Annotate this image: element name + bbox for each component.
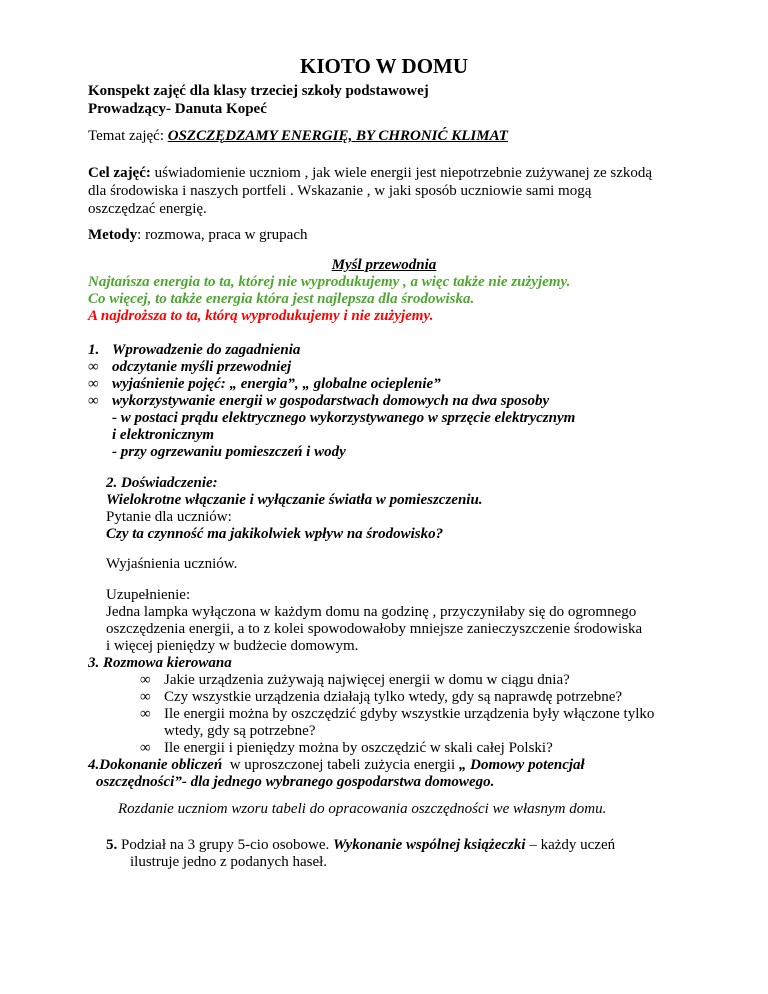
- goal-label: Cel zajęć:: [88, 165, 151, 181]
- section4-line-2: [96, 773, 494, 791]
- section2-supplement-label: Uzupełnienie:: [106, 587, 191, 603]
- topic-label: Temat zajęć:: [88, 128, 168, 144]
- section4-title-part-3: - dla jednego wybranego gospodarstwa domowego.: [181, 774, 495, 790]
- infinity-bullet-icon: ∞: [88, 393, 99, 409]
- section1-item-2: odczytanie myśli przewodniej: [112, 359, 292, 375]
- section3-question-3a: Ile energii można by oszczędzić gdyby wszystkie urządzenia były włączone tylko: [164, 706, 655, 722]
- section2-question-label: Pytanie dla uczniów:: [106, 509, 232, 525]
- section2-supplement-line-3: i więcej pieniędzy w budżecie domowym.: [106, 638, 359, 654]
- section1-sub-3: - przy ogrzewaniu pomieszczeń i wody: [112, 444, 346, 460]
- infinity-bullet-icon: ∞: [140, 672, 151, 688]
- section2-heading: 2. Doświadczenie:: [106, 475, 218, 491]
- section5-line-1: [106, 836, 615, 854]
- section2-question: Czy ta czynność ma jakikolwiek wpływ na środowisko?: [106, 526, 444, 542]
- section4-heading: 4.Dokonanie obliczeń: [88, 757, 223, 773]
- section5-text-2: – każdy uczeń: [525, 837, 616, 853]
- section5-number: 5.: [106, 837, 118, 853]
- goal-text-1: uświadomienie uczniom , jak wiele energii jest niepotrzebnie zużywanej ze szkodą: [150, 165, 653, 181]
- motto-heading: Myśl przewodnia: [331, 257, 437, 273]
- section3-heading: 3. Rozmowa kierowana: [88, 655, 232, 671]
- subtitle-line-1: Konspekt zajęć dla klasy trzeciej szkoły podstawowej: [88, 83, 429, 99]
- infinity-bullet-icon: ∞: [140, 706, 151, 722]
- goal-line-1: [88, 164, 652, 182]
- infinity-bullet-icon: ∞: [140, 689, 151, 705]
- methods-label: Metody: [88, 227, 138, 243]
- page-title: KIOTO W DOMU: [299, 54, 469, 78]
- section5-text-1: Podział na 3 grupy 5-cio osobowe.: [117, 837, 334, 853]
- motto-line-3: A najdroższa to ta, którą wyprodukujemy i nie zużyjemy.: [88, 308, 434, 324]
- section4-note: Rozdanie uczniom wzoru tabeli do opracowania oszczędności we własnym domu.: [118, 801, 607, 817]
- section2-supplement-line-1: Jedna lampka wyłączona w każdym domu na godzinę , przyczyniłaby się do ogromnego: [106, 604, 637, 620]
- section1-number: 1.: [88, 342, 100, 358]
- section4-title-part-1: „ Domowy potencjał: [458, 757, 585, 773]
- goal-line-2: dla środowiska i naszych portfeli . Wskazanie , w jaki sposób uczniowie sami mogą: [88, 183, 592, 199]
- methods-value: : rozmowa, praca w grupach: [137, 227, 308, 243]
- section4-title-part-2: oszczędności”: [96, 774, 182, 790]
- section4-text: w uproszczonej tabeli zużycia energii: [222, 757, 459, 773]
- topic-line: [88, 127, 508, 145]
- section1-item-1: Wprowadzenie do zagadnienia: [112, 342, 301, 358]
- methods-line: [88, 226, 308, 244]
- goal-line-3: oszczędzać energię.: [88, 201, 207, 217]
- subtitle-line-2: Prowadzący- Danuta Kopeć: [88, 101, 267, 117]
- motto-line-1: Najtańsza energia to ta, której nie wyprodukujemy , a więc także nie zużyjemy.: [88, 274, 571, 290]
- section2-supplement-line-2: oszczędzenia energii, a to z kolei spowodowałoby mniejsze zanieczyszczenie środowiska: [106, 621, 643, 637]
- section2-experiment: Wielokrotne włączanie i wyłączanie światła w pomieszczeniu.: [106, 492, 483, 508]
- section1-sub-2: i elektronicznym: [112, 427, 215, 443]
- section1-item-3: wyjaśnienie pojęć: „ energia”, „ globalne ocieplenie”: [112, 376, 441, 392]
- section3-question-2: Czy wszystkie urządzenia działają tylko wtedy, gdy są naprawdę potrzebne?: [164, 689, 623, 705]
- infinity-bullet-icon: ∞: [88, 359, 99, 375]
- motto-line-2: Co więcej, to także energia która jest najlepsza dla środowiska.: [88, 291, 475, 307]
- section3-question-4: Ile energii i pieniędzy można by oszczędzić w skali całej Polski?: [164, 740, 553, 756]
- section5-line-2: ilustruje jedno z podanych haseł.: [130, 854, 328, 870]
- infinity-bullet-icon: ∞: [140, 740, 151, 756]
- section2-explanations: Wyjaśnienia uczniów.: [106, 556, 238, 572]
- infinity-bullet-icon: ∞: [88, 376, 99, 392]
- section3-question-1: Jakie urządzenia zużywają najwięcej energii w domu w ciągu dnia?: [164, 672, 570, 688]
- section1-sub-1: - w postaci prądu elektrycznego wykorzystywanego w sprzęcie elektrycznym: [112, 410, 576, 426]
- section4-line-1: [88, 756, 585, 774]
- section1-item-4: wykorzystywanie energii w gospodarstwach domowych na dwa sposoby: [112, 393, 550, 409]
- topic-value: OSZCZĘDZAMY ENERGIĘ, BY CHRONIĆ KLIMAT: [167, 128, 508, 144]
- section3-question-3b: wtedy, gdy są potrzebne?: [164, 723, 316, 739]
- section5-booklet: Wykonanie wspólnej książeczki: [333, 837, 526, 853]
